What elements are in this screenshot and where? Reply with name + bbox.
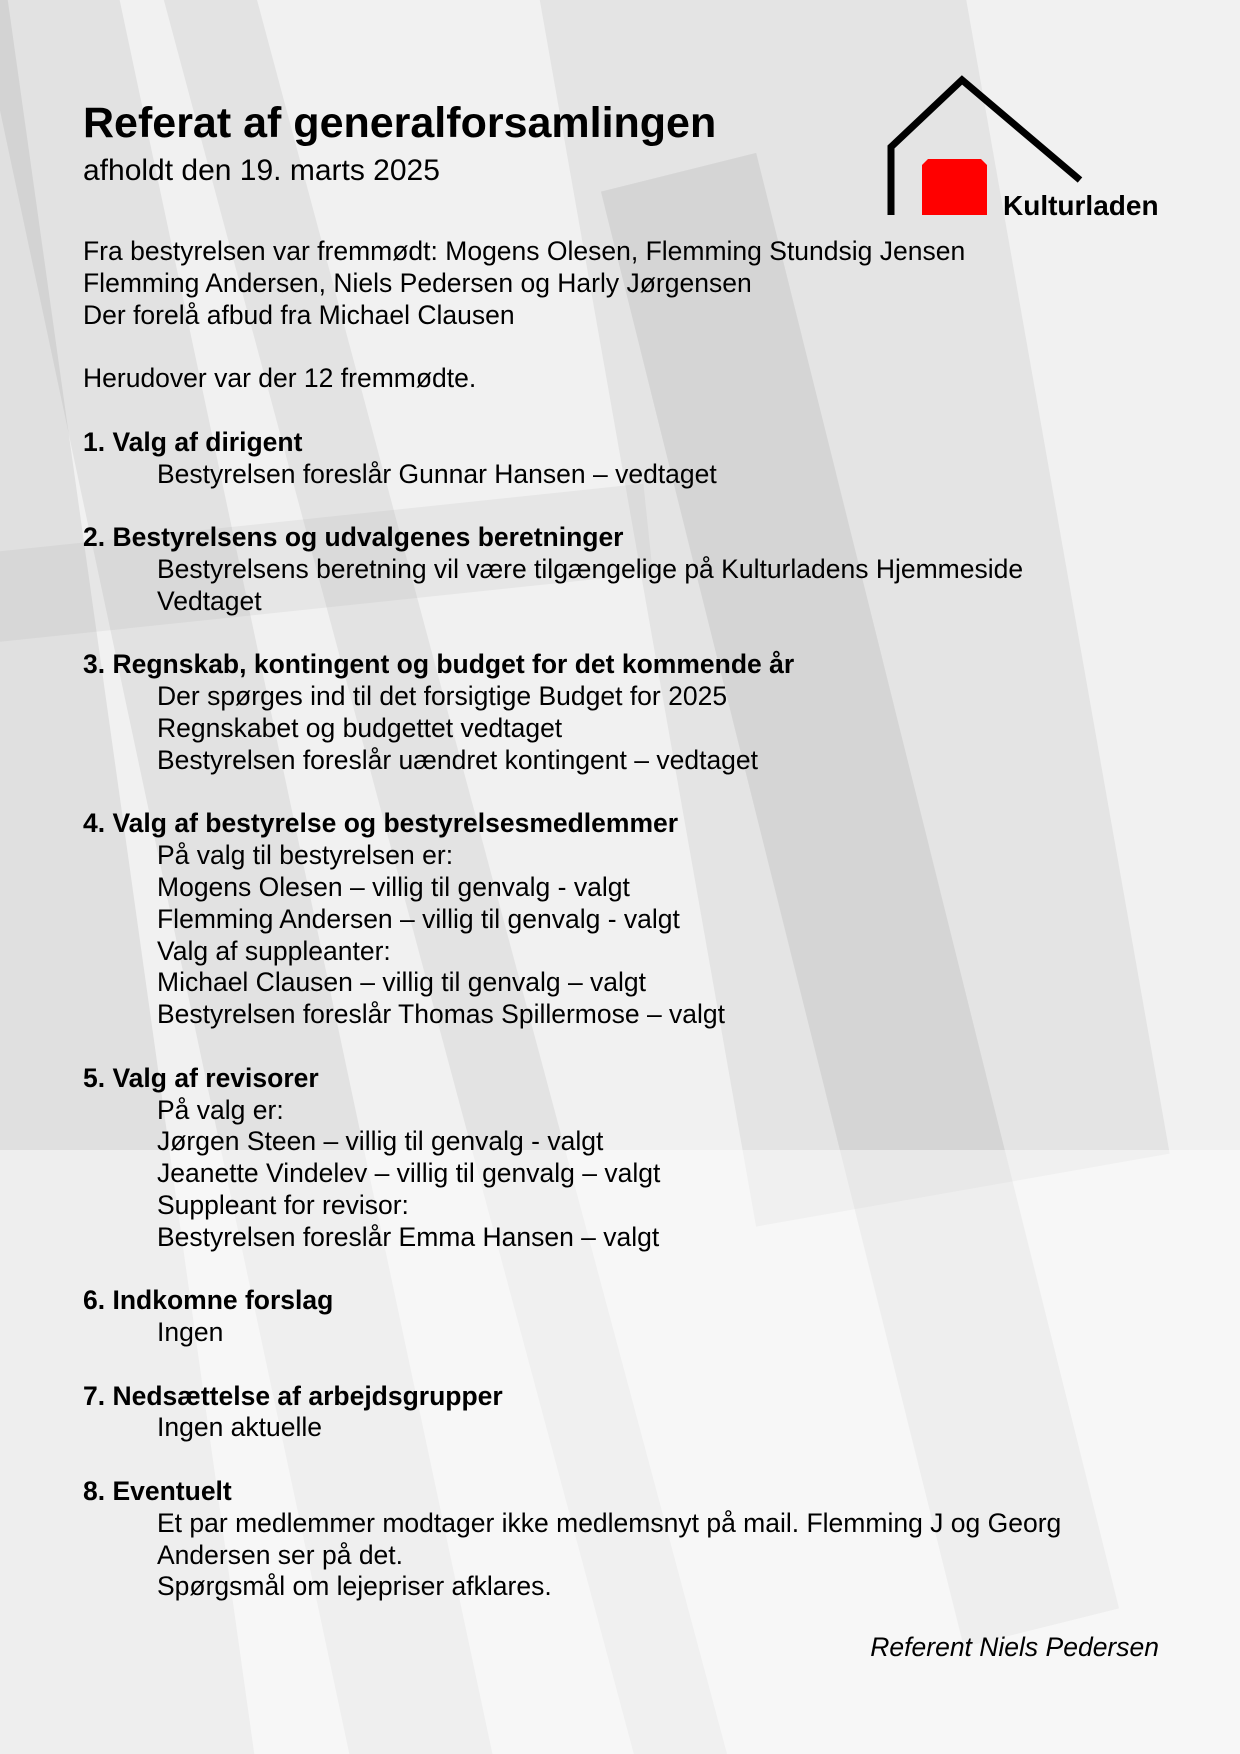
section-line: Ingen aktuelle — [157, 1412, 323, 1443]
section-line: Et par medlemmer modtager ikke medlemsnyt på mail. Flemming J og Georg — [157, 1507, 1062, 1538]
section-title: 6. Indkomne forslag — [83, 1285, 334, 1316]
section-title: 7. Nedsættelse af arbejdsgrupper — [83, 1380, 503, 1411]
section-title: 4. Valg af bestyrelse og bestyrelsesmedlemmer — [83, 808, 679, 839]
section-line: Bestyrelsen foreslår uændret kontingent – vedtaget — [157, 744, 759, 775]
section-line: Der spørges ind til det forsigtige Budget for 2025 — [157, 681, 728, 712]
section-3 — [83, 649, 1183, 776]
section-line: Vedtaget — [157, 585, 262, 616]
section-2 — [83, 522, 1183, 617]
section-4 — [83, 808, 1183, 1031]
kulturladen-logo — [880, 75, 1180, 225]
section-line: Jørgen Steen – villig til genvalg - valgt — [157, 1126, 604, 1157]
section-line: Valg af suppleanter: — [157, 935, 391, 966]
attendance-line: Fra bestyrelsen var fremmødt: Mogens Olesen, Flemming Stundsig Jensen — [83, 236, 966, 266]
section-line: Andersen ser på det. — [157, 1539, 404, 1570]
document-subtitle: afholdt den 19. marts 2025 — [83, 154, 440, 187]
section-line: Bestyrelsen foreslår Thomas Spillermose – valgt — [157, 999, 726, 1030]
logo-text: Kulturladen — [1003, 190, 1159, 221]
extra-attendance: Herudover var der 12 fremmødte. — [83, 363, 477, 394]
section-line: Bestyrelsen foreslår Emma Hansen – valgt — [157, 1221, 660, 1252]
section-title: 8. Eventuelt — [83, 1476, 232, 1507]
section-line: På valg til bestyrelsen er: — [157, 840, 454, 871]
section-line: Bestyrelsens beretning vil være tilgængelige på Kulturladens Hjemmeside — [157, 553, 1024, 584]
section-title: 3. Regnskab, kontingent og budget for det kommende år — [83, 649, 795, 680]
section-line: Suppleant for revisor: — [157, 1189, 409, 1220]
section-7 — [83, 1381, 1183, 1445]
section-8 — [83, 1476, 1183, 1603]
section-title: 2. Bestyrelsens og udvalgenes beretninger — [83, 522, 624, 553]
section-line: Mogens Olesen – villig til genvalg - valgt — [157, 871, 630, 902]
section-line: Jeanette Vindelev – villig til genvalg – valgt — [157, 1158, 661, 1189]
section-line: Ingen — [157, 1317, 224, 1348]
section-line: Flemming Andersen – villig til genvalg - valgt — [157, 903, 680, 934]
section-line: Bestyrelsen foreslår Gunnar Hansen – vedtaget — [157, 458, 717, 489]
section-title: 1. Valg af dirigent — [83, 426, 303, 457]
document-title: Referat af generalforsamlingen — [83, 99, 717, 147]
attendance-line: Der forelå afbud fra Michael Clausen — [83, 299, 515, 330]
section-1 — [83, 427, 1183, 491]
referent-signature: Referent Niels Pedersen — [870, 1632, 1159, 1662]
section-line: Regnskabet og budgettet vedtaget — [157, 712, 563, 743]
section-5 — [83, 1063, 1183, 1254]
minutes-body — [83, 236, 1183, 1603]
section-6 — [83, 1285, 1183, 1349]
section-line: På valg er: — [157, 1094, 284, 1125]
section-line: Spørgsmål om lejepriser afklares. — [157, 1571, 552, 1602]
attendance-line: Flemming Andersen, Niels Pedersen og Harly Jørgensen — [83, 267, 752, 298]
section-line: Michael Clausen – villig til genvalg – valgt — [157, 967, 647, 998]
section-title: 5. Valg af revisorer — [83, 1062, 319, 1093]
